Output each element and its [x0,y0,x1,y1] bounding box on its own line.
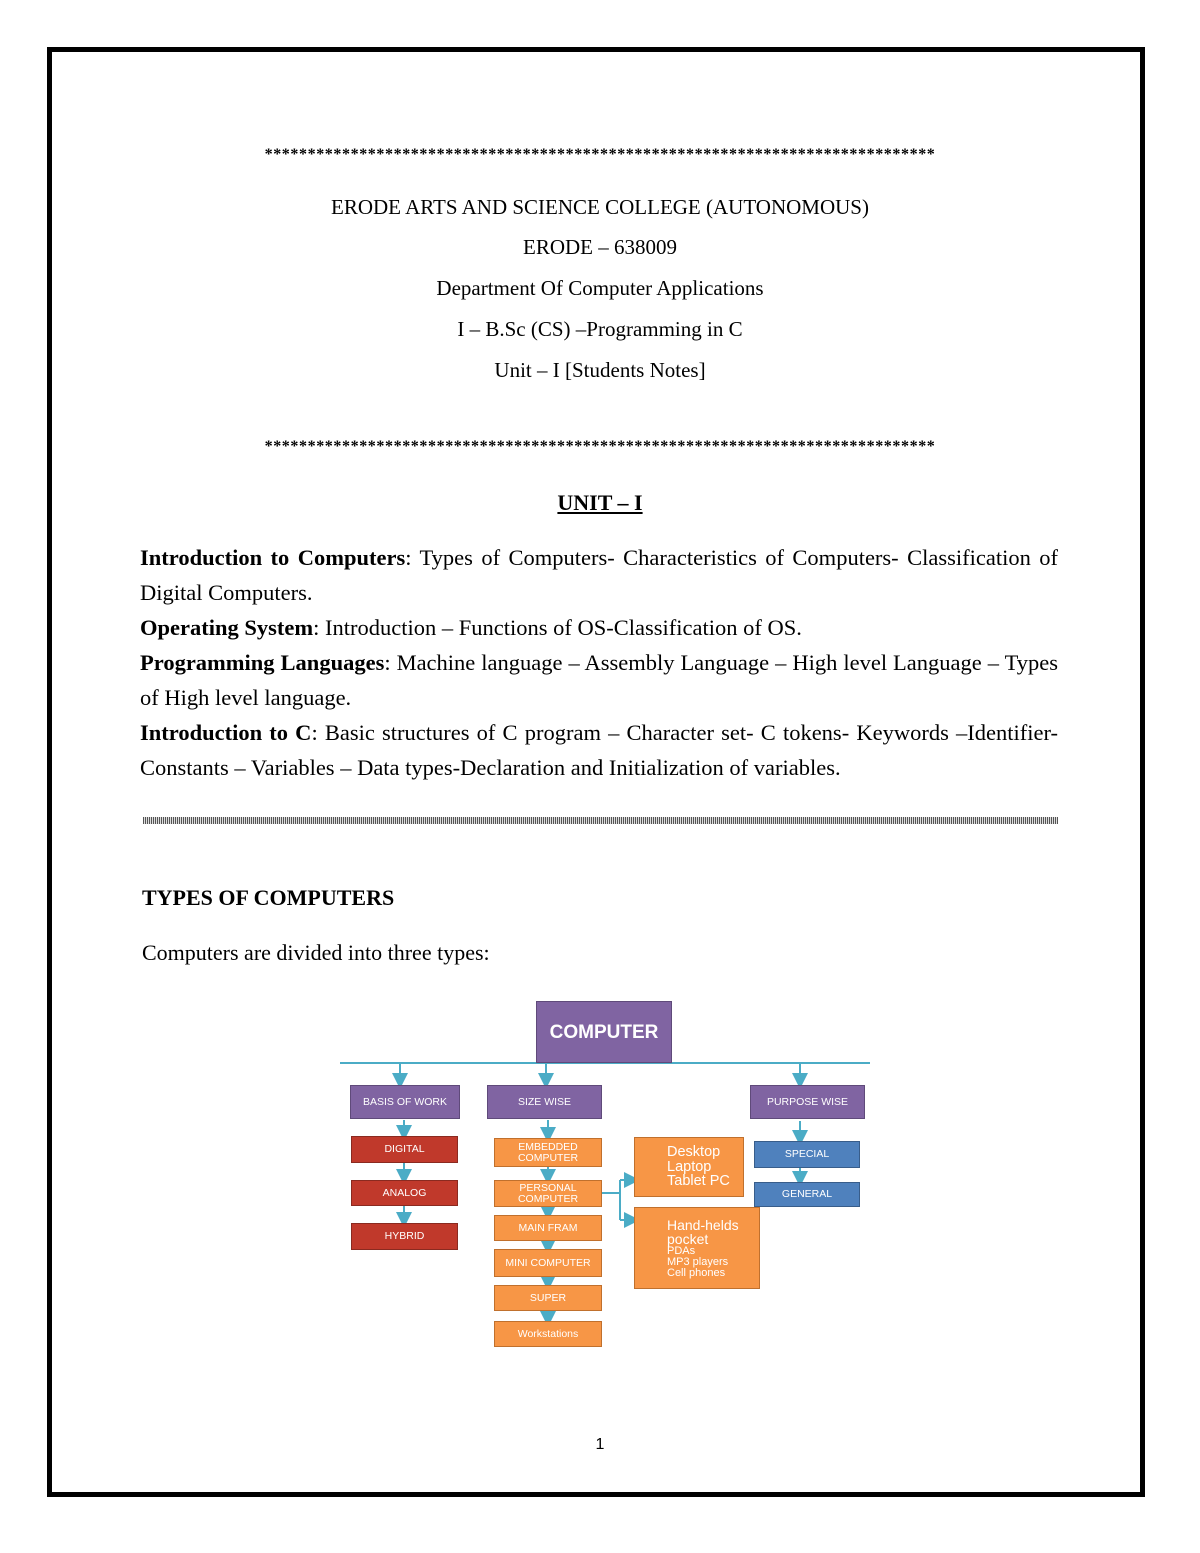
college-name: ERODE ARTS AND SCIENCE COLLEGE (AUTONOMOUS) [331,195,869,219]
personal-type: Desktop [667,1144,721,1161]
syllabus-topic [140,610,1058,645]
topic-text: : Basic structures of C program – Character set- C tokens- Keywords –Identifier- Constants – Variables – Data types-Declaration and Initialization of variables. [140,720,1058,780]
department-name: Department Of Computer Applications [436,276,764,300]
category-basis-of-work: BASIS OF WORK [350,1085,460,1119]
topic-text: : Types of Computers- Characteristics of Computers- Classification of Digital Computers. [140,545,1058,605]
item-embedded-computer: EMBEDDED COMPUTER [494,1138,602,1167]
topic-heading: Operating System [140,615,314,640]
item-workstations: Workstations [494,1321,602,1347]
category-purpose-wise: PURPOSE WISE [750,1085,865,1119]
unit-title: UNIT – I [557,490,643,515]
item-general: GENERAL [754,1182,860,1207]
topic-heading: Introduction to Computers [140,545,406,570]
category-size-wise: SIZE WISE [487,1085,602,1119]
handheld-type: PDAs [667,1244,696,1257]
syllabus-topic [140,645,1058,715]
item-special: SPECIAL [754,1141,860,1168]
course-name: I – B.Sc (CS) –Programming in C [457,317,743,341]
topic-text: : Machine language – Assembly Language – High level Language – Types of High level language. [140,650,1058,710]
topic-text: : Introduction – Functions of OS-Classification of OS. [313,615,802,640]
personal-types-group [634,1137,744,1197]
syllabus [140,540,1058,785]
syllabus-topic [140,715,1058,785]
college-city: ERODE – 638009 [523,235,677,259]
handheld-type: Cell phones [667,1266,726,1279]
stars-divider-top: ****************************************************************************** [264,146,936,163]
item-hybrid: HYBRID [351,1223,458,1250]
diagram-root-computer: COMPUTER [536,1001,672,1063]
syllabus-topic [140,540,1058,610]
personal-type: Tablet PC [667,1173,730,1190]
item-personal-computer: PERSONAL COMPUTER [494,1180,602,1207]
handheld-types-group [634,1207,760,1289]
hatched-rule [143,817,1058,824]
handheld-type: MP3 players [667,1255,729,1268]
item-analog: ANALOG [351,1180,458,1206]
topic-heading: Programming Languages [140,650,385,675]
item-mini-computer: MINI COMPUTER [494,1249,602,1277]
section-intro: Computers are divided into three types: [142,940,490,965]
handheld-type: Hand-helds [667,1216,739,1233]
stars-divider-bottom: ****************************************************************************** [264,438,936,455]
topic-heading: Introduction to C [140,720,312,745]
page-number: 1 [595,1436,605,1453]
section-title: TYPES OF COMPUTERS [142,885,395,910]
item-super: SUPER [494,1285,602,1311]
computer-types-diagram [330,995,890,1355]
personal-type: Laptop [667,1158,712,1175]
item-main-frame: MAIN FRAM [494,1215,602,1241]
unit-notes: Unit – I [Students Notes] [494,358,706,382]
handheld-type: pocket [667,1230,709,1247]
item-digital: DIGITAL [351,1136,458,1163]
